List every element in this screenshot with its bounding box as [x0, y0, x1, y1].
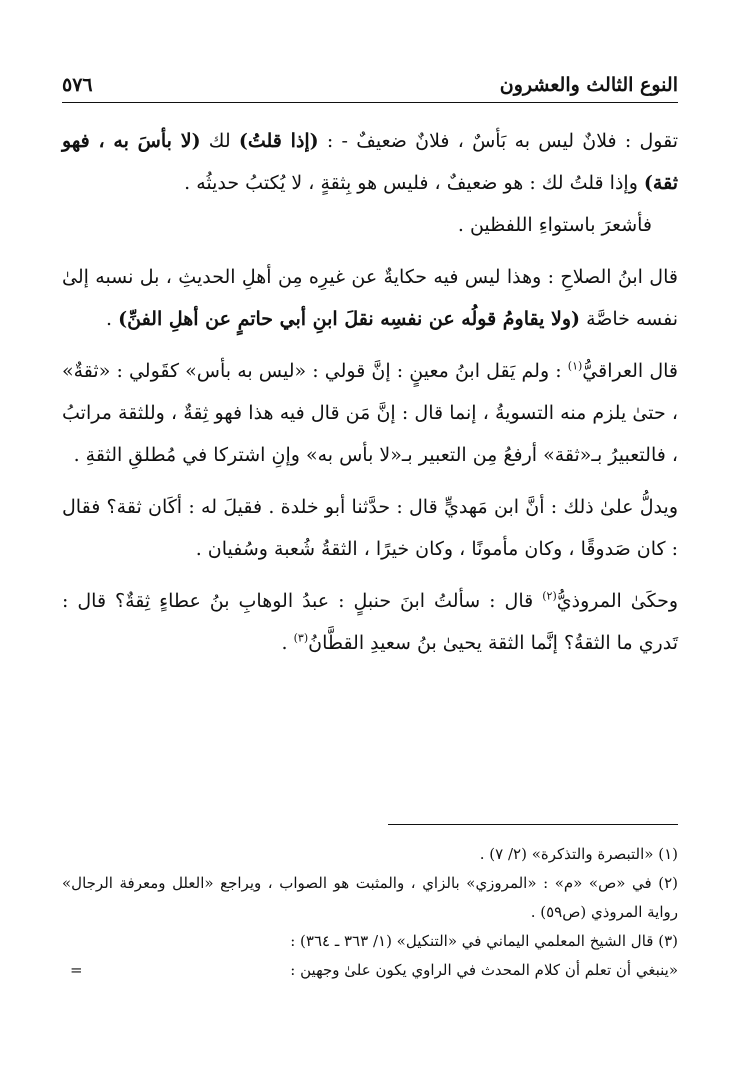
paragraph-6	[62, 580, 678, 664]
continuation-mark: =	[70, 961, 83, 979]
page-header	[62, 60, 678, 102]
text-span: فأشعرَ باستواءِ اللفظين .	[457, 214, 652, 236]
bold-quote: (لا بأسَ به ، فهو ثقة)	[62, 130, 678, 194]
text-span: وإذا قلتُ لك : هو ضعيفٌ ، فليس هو بِثقةٍ ، لا يُكتبُ حديثُه .	[184, 172, 644, 194]
text-span: تقول : فلانٌ ليس به بَأسٌ ، فلانٌ ضعيفٌ - :	[318, 130, 678, 152]
text-span: وحكَىٰ المروذيُّ	[556, 590, 679, 612]
footnote-rule	[388, 824, 678, 825]
footnote-ref-1[interactable]: (١)	[567, 359, 583, 373]
text-span: قال العراقيُّ	[582, 360, 678, 382]
text-span: .	[281, 632, 294, 654]
footnote-2: (٢) في «ص» «م» : «المروزي» بالزاي ، والمثبت هو الصواب ، ويراجع «العلل ومعرفة الرجال» رواية المروذي (ص٥٩) .	[62, 874, 678, 921]
bold-quote: (إذا قلتُ)	[238, 130, 319, 152]
paragraph-2	[62, 204, 678, 246]
text-span: لك	[200, 130, 239, 152]
page-number: ٥٧٦	[62, 74, 93, 96]
text-span: : ولم يَقل ابنُ معينٍ : إنَّ قولي : «ليس به بأس» كقَولي : «ثقةٌ» ، حتىٰ يلزم منه التسويةُ ، إنما قال : إنَّ مَن قال فيه هذا فهو ثِقةٌ ، وللثقة مراتبُ ، فالتعبيرُ بـ«ثقة» أرفعُ مِن التعبير بـ«لا بأس به» وإنِ اشتركا في مُطلقِ الثقةِ .	[62, 360, 678, 466]
header-rule	[62, 102, 678, 103]
footnote-ref-2[interactable]: (٢)	[542, 589, 557, 603]
text-span: قال ابنُ الصلاحِ : وهذا ليس فيه حكايةٌ عن غيرِه مِن أهلِ الحديثِ ، بل نسبه إلىٰ نفسه خاصَّة	[62, 266, 678, 330]
text-span: .	[106, 308, 119, 330]
main-text	[62, 120, 678, 664]
paragraph-1	[62, 120, 678, 204]
running-title: النوع الثالث والعشرون	[499, 74, 678, 96]
footnote-3-text: «ينبغي أن تعلم أن كلام المحدث في الراوي يكون علىٰ وجهين :	[290, 961, 678, 979]
paragraph-5	[62, 486, 678, 570]
footnote-3-continuation	[62, 956, 678, 985]
paragraph-4	[62, 350, 678, 476]
paragraph-3	[62, 256, 678, 340]
bold-quote: (ولا يقاومُ قولُه عن نفسِه نقلَ ابنِ أبي حاتمٍ عن أهلِ الفنِّ)	[118, 308, 581, 330]
text-span: قال : سألتُ ابنَ حنبلٍ : عبدُ الوهابِ بنُ عطاءٍ ثِقةٌ؟ قال : تَدري ما الثقةُ؟ إنَّما الثقة يحيىٰ بنُ سعيدِ القطَّانُ	[62, 590, 678, 654]
text-span: ويدلُّ علىٰ ذلك : أنَّ ابن مَهديٍّ قال : حدَّثنا أبو خلدة . فقيلَ له : أكَان ثقة؟ فقال : كان صَدوقًا ، وكان مأمونًا ، وكان خيرًا ، الثقةُ شُعبة وسُفيان .	[62, 496, 678, 560]
footnote-ref-3[interactable]: (٣)	[293, 631, 309, 645]
footnotes	[62, 840, 678, 985]
footnote-3: (٣) قال الشيخ المعلمي اليماني في «التنكيل» (١/ ٣٦٣ ـ ٣٦٤) :	[290, 932, 678, 950]
footnote-1: (١) «التبصرة والتذكرة» (٢/ ٧) .	[479, 845, 678, 863]
